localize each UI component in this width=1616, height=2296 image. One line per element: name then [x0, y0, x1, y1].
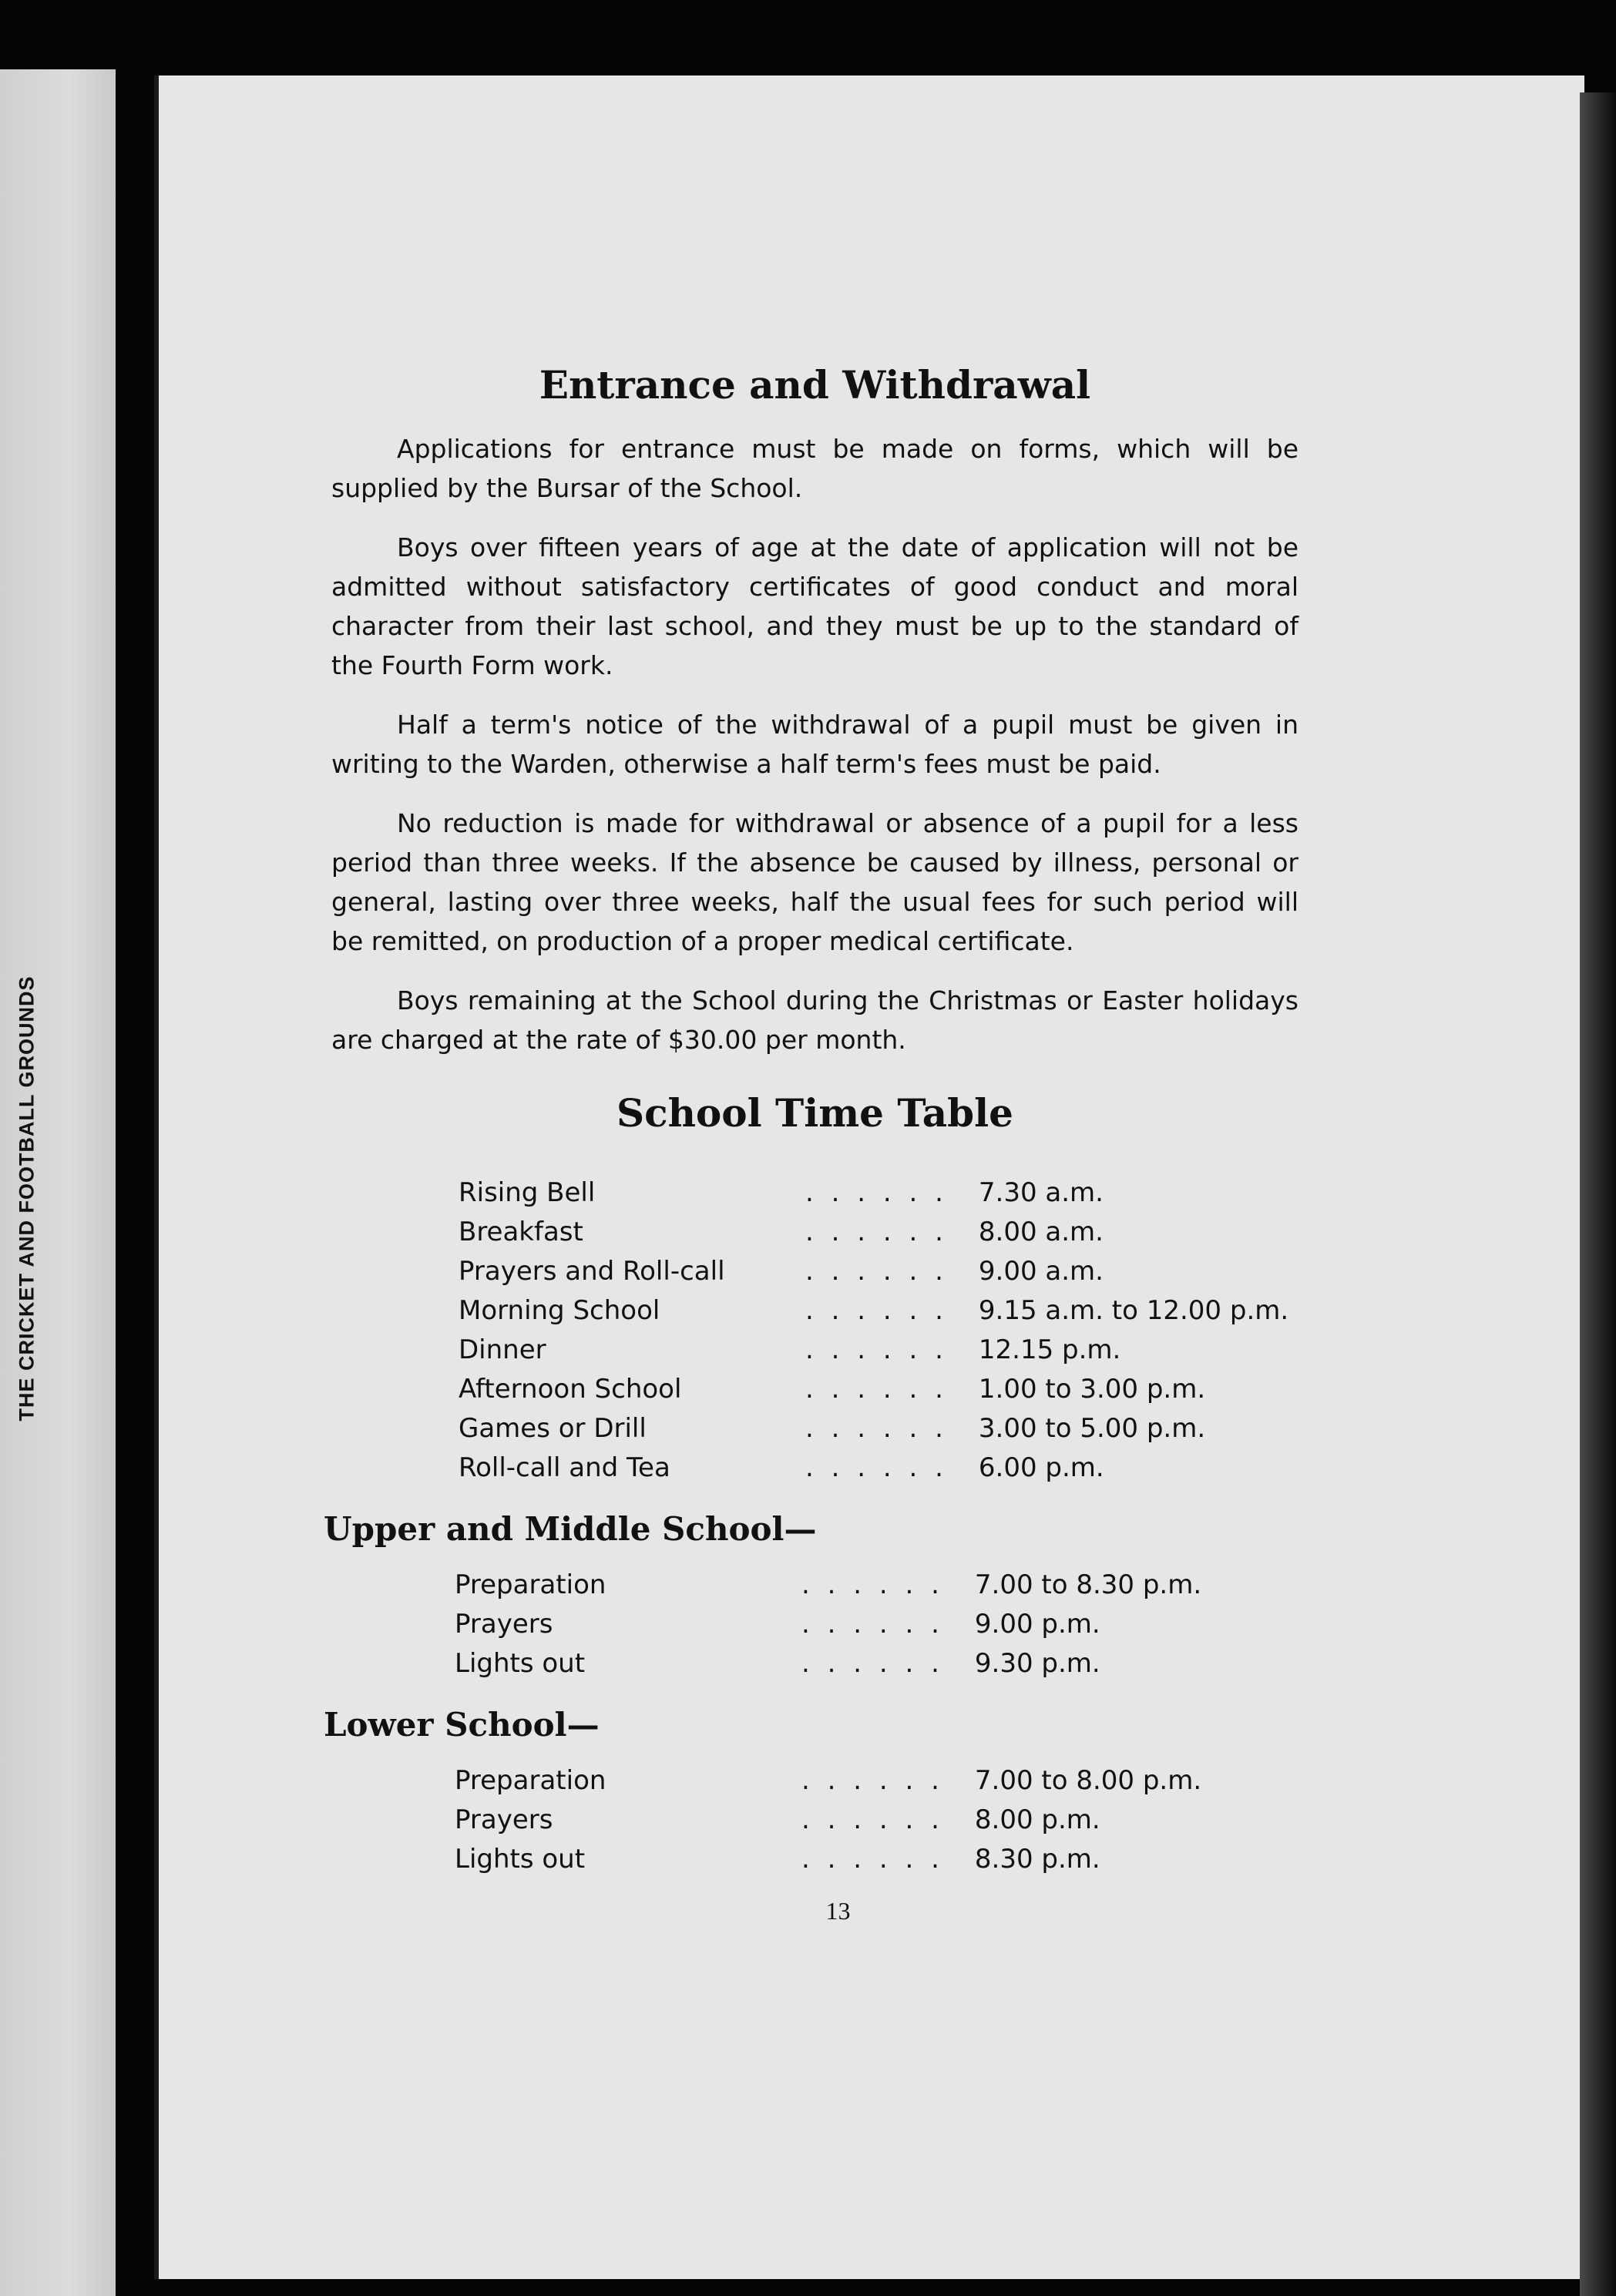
timetable-heading: School Time Table	[616, 1090, 1013, 1136]
timetable-activity: Prayers	[455, 1804, 553, 1835]
timetable-activity: Afternoon School	[459, 1373, 682, 1405]
upper-middle-heading: Upper and Middle School—	[324, 1510, 817, 1548]
spine-title: THE CRICKET AND FOOTBALL GROUNDS	[15, 975, 39, 1422]
timetable-activity: Roll-call and Tea	[459, 1452, 670, 1483]
page-number: 13	[825, 1897, 851, 1925]
leader-dots: . . . . . .	[801, 1569, 944, 1600]
paragraph-age-requirement: Boys over fifteen years of age at the date of application will not be admitted without satisfactory certificates of good conduct and moral character from their last school, and they must be up to the standard of the Fourth Form work.	[331, 532, 1299, 680]
timetable-time: 8.00 p.m.	[974, 1804, 1100, 1835]
leader-dots: . . . . . .	[805, 1216, 948, 1247]
timetable-activity: Dinner	[459, 1334, 546, 1365]
entrance-heading: Entrance and Withdrawal	[539, 362, 1091, 408]
timetable-row	[331, 1761, 1299, 1800]
timetable-activity: Preparation	[455, 1569, 606, 1600]
paragraph-reduction: No reduction is made for withdrawal or absence of a pupil for a less period than three weeks. If the absence be caused by illness, personal or general, lasting over three weeks, half the usual fees for such period will be remitted, on production of a proper medical certificate.	[331, 808, 1299, 956]
timetable-time: 6.00 p.m.	[978, 1452, 1104, 1483]
timetable-time: 9.00 p.m.	[974, 1608, 1100, 1640]
timetable-activity: Preparation	[455, 1764, 606, 1796]
timetable-row	[331, 1291, 1299, 1330]
lower-school-heading: Lower School—	[324, 1706, 600, 1744]
timetable-activity: Morning School	[459, 1294, 660, 1326]
timetable-activity: Games or Drill	[459, 1412, 647, 1444]
timetable-time: 9.15 a.m. to 12.00 p.m.	[978, 1294, 1289, 1326]
leader-dots: . . . . . .	[805, 1294, 948, 1326]
leader-dots: . . . . . .	[805, 1412, 948, 1444]
paragraph-withdrawal-notice: Half a term's notice of the withdrawal of a pupil must be given in writing to the Warden, otherwise a half term's fees must be paid.	[331, 710, 1299, 779]
timetable-time: 8.30 p.m.	[974, 1843, 1100, 1875]
leader-dots: . . . . . .	[801, 1764, 944, 1796]
timetable-upper-middle	[331, 1565, 1299, 1683]
timetable-activity: Lights out	[455, 1647, 586, 1679]
timetable-lower	[331, 1761, 1299, 1878]
paragraph-applications: Applications for entrance must be made on forms, which will be supplied by the Bursar of the School.	[331, 434, 1299, 503]
timetable-row	[331, 1448, 1299, 1487]
timetable-row	[331, 1173, 1299, 1212]
timetable-time: 8.00 a.m.	[978, 1216, 1104, 1247]
leader-dots: . . . . . .	[805, 1177, 948, 1208]
leader-dots: . . . . . .	[801, 1804, 944, 1835]
timetable-time: 7.00 to 8.30 p.m.	[974, 1569, 1202, 1600]
timetable-row	[331, 1800, 1299, 1839]
timetable-row	[331, 1212, 1299, 1251]
page-shadow	[1580, 92, 1616, 2296]
timetable-main	[331, 1173, 1299, 1487]
timetable-time: 7.30 a.m.	[978, 1177, 1104, 1208]
timetable-activity: Prayers and Roll-call	[459, 1255, 725, 1287]
leader-dots: . . . . . .	[801, 1843, 944, 1875]
leader-dots: . . . . . .	[805, 1373, 948, 1405]
leader-dots: . . . . . .	[805, 1452, 948, 1483]
timetable-row	[331, 1643, 1299, 1683]
timetable-row	[331, 1251, 1299, 1291]
page-content	[324, 362, 1299, 1925]
timetable-row	[331, 1565, 1299, 1604]
timetable-time: 12.15 p.m.	[978, 1334, 1121, 1365]
timetable-activity: Prayers	[455, 1608, 553, 1640]
paragraph-holidays: Boys remaining at the School during the Christmas or Easter holidays are charged at the rate of $30.00 per month.	[331, 985, 1299, 1055]
leader-dots: . . . . . .	[801, 1608, 944, 1640]
timetable-row	[331, 1839, 1299, 1878]
timetable-activity: Breakfast	[459, 1216, 583, 1247]
facing-page-edge	[0, 69, 116, 2296]
leader-dots: . . . . . .	[801, 1647, 944, 1679]
timetable-activity: Lights out	[455, 1843, 586, 1875]
leader-dots: . . . . . .	[805, 1334, 948, 1365]
timetable-time: 1.00 to 3.00 p.m.	[978, 1373, 1206, 1405]
timetable-time: 3.00 to 5.00 p.m.	[978, 1412, 1206, 1444]
timetable-row	[331, 1330, 1299, 1369]
timetable-activity: Rising Bell	[459, 1177, 596, 1208]
timetable-row	[331, 1604, 1299, 1643]
leader-dots: . . . . . .	[805, 1255, 948, 1287]
timetable-time: 9.30 p.m.	[974, 1647, 1100, 1679]
timetable-row	[331, 1369, 1299, 1408]
timetable-row	[331, 1408, 1299, 1448]
timetable-time: 9.00 a.m.	[978, 1255, 1104, 1287]
timetable-time: 7.00 to 8.00 p.m.	[974, 1764, 1202, 1796]
